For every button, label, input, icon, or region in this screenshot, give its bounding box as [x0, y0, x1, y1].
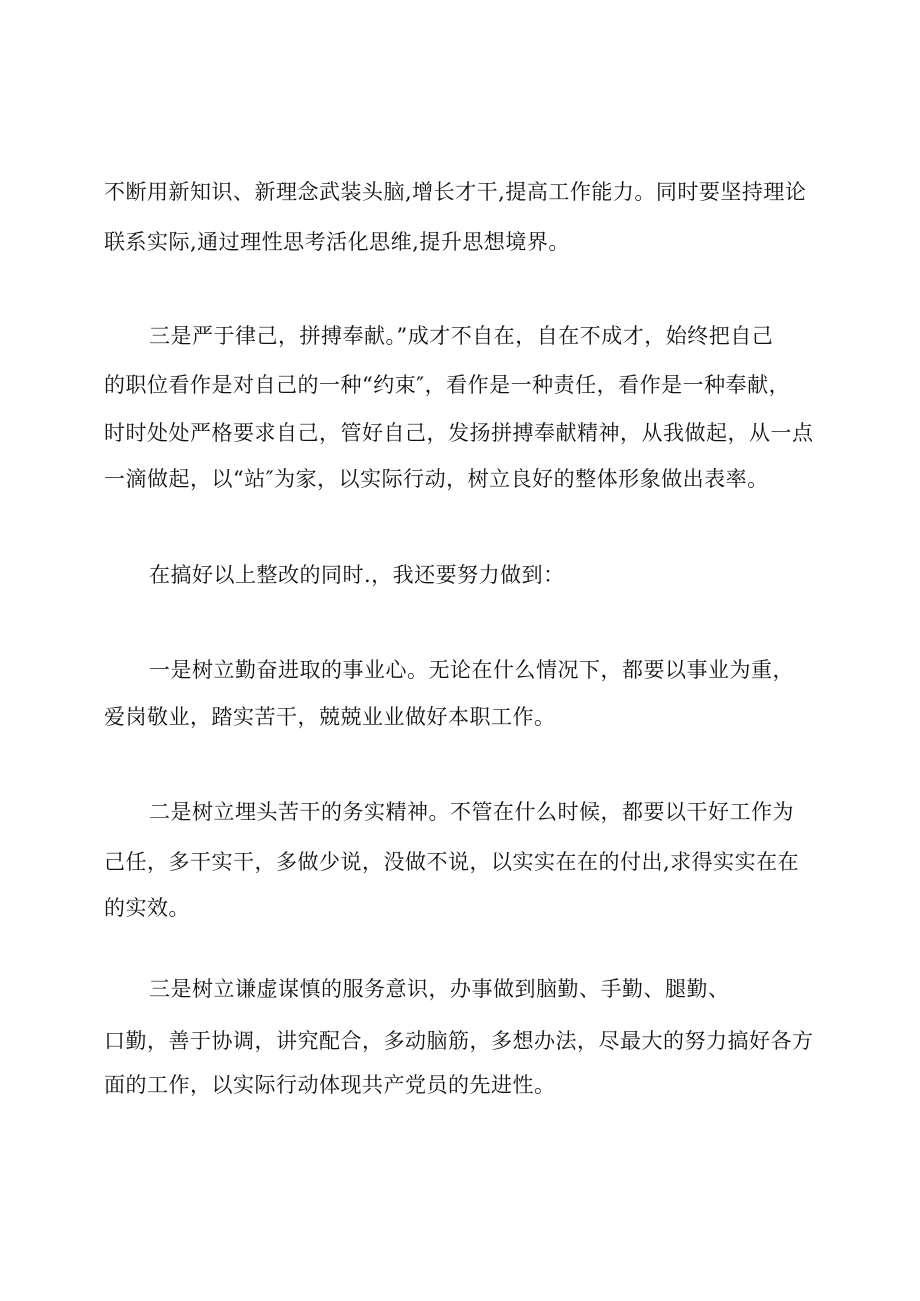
- paragraph-2-line-2: 的职位看作是对自己的一种“约束″，看作是一种责任，看作是一种奉献，: [104, 373, 791, 397]
- paragraph-2-line-3: 时时处处严格要求自己，管好自己，发扬拼搏奉献精神，从我做起，从一点: [104, 421, 814, 445]
- paragraph-5-line-2: 己任，多干实干，多做少说，没做不说，以实实在在的付出,求得实实在在: [104, 850, 800, 874]
- paragraph-5-line-3: 的实效。: [104, 896, 190, 920]
- paragraph-6-line-1: 三是树立谦虚谋慎的服务意识，办事做到脑勤、手勤、腿勤、: [149, 977, 730, 1001]
- paragraph-3-line-1: 在搞好以上整改的同时.，我还要努力做到：: [149, 563, 565, 587]
- paragraph-1-line-1: 不断用新知识、新理念武装头脑,增长才干,提高工作能力。同时要坚持理论: [104, 180, 807, 204]
- paragraph-2-line-4: 一滴做起，以“站″为家，以实际行动，树立良好的整体形象做出表率。: [104, 467, 769, 491]
- paragraph-5-line-1: 二是树立埋头苦干的务实精神。不管在什么时候，都要以干好工作为: [149, 800, 794, 824]
- paragraph-6-line-2: 口勤，善于协调，讲究配合，多动脑筋，多想办法，尽最大的努力搞好各方: [104, 1029, 814, 1053]
- paragraph-4-line-2: 爱岗敬业，踏实苦干，兢兢业业做好本职工作。: [104, 705, 556, 729]
- paragraph-4-line-1: 一是树立勤奋进取的事业心。无论在什么情况下，都要以事业为重，: [149, 658, 794, 682]
- paragraph-2-line-1: 三是严于律己，拼搏奉献。”成才不自在，自在不成才，始终把自己: [149, 324, 774, 348]
- paragraph-6-line-3: 面的工作，以实际行动体现共产党员的先进性。: [104, 1073, 556, 1097]
- paragraph-1-line-2: 联系实际,通过理性思考活化思维,提升思想境界。: [104, 230, 570, 254]
